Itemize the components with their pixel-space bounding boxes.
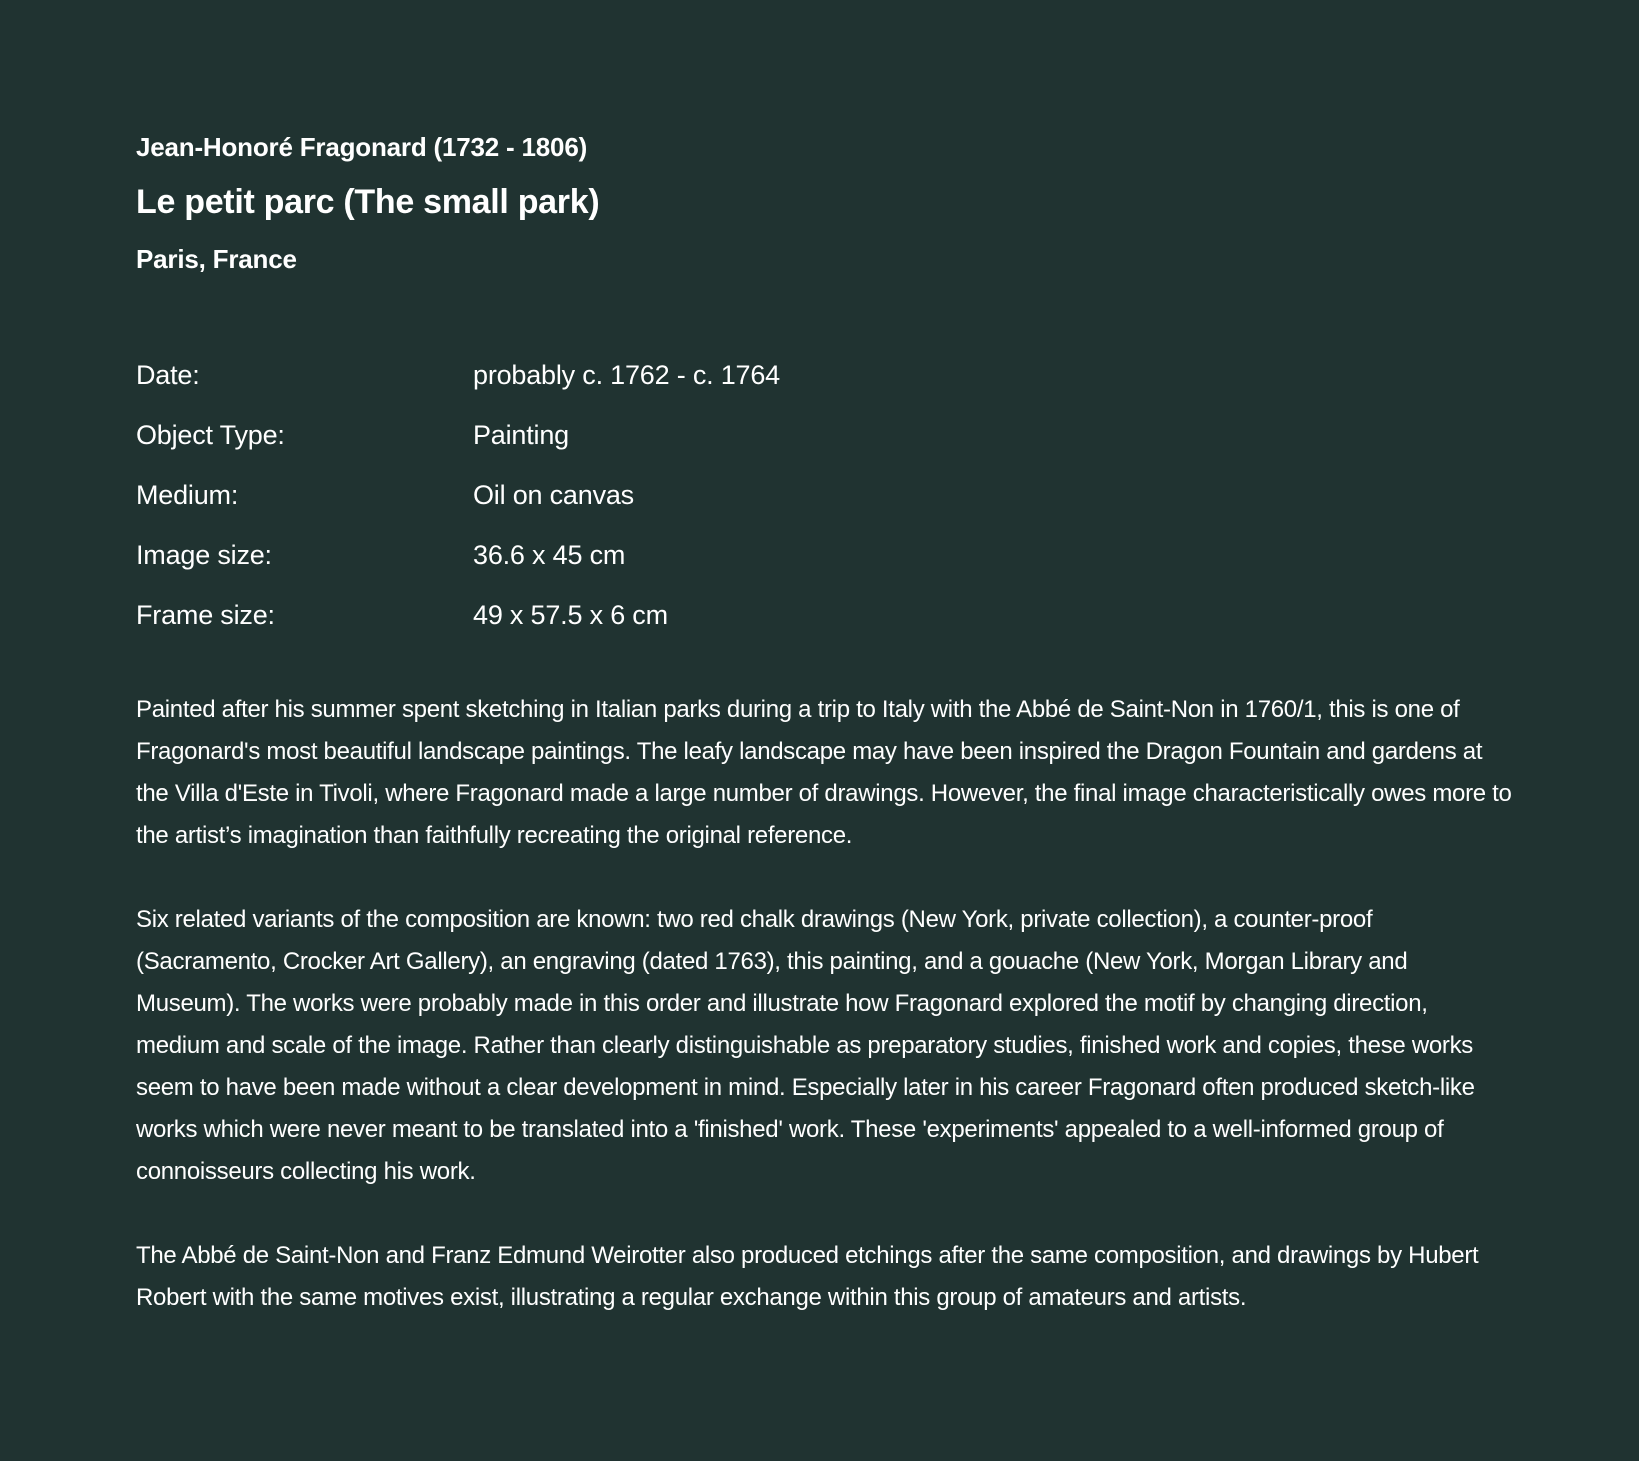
- description-paragraph-2: Six related variants of the composition are known: two red chalk drawings (New York, private collection), a counter-proof (Sacramento, Crocker Art Gallery), an engraving (dated 1763), this painting, and a gouache (New York, Morgan Library and Museum). The works were probably made in this order and illustrate how Fragonard explored the motif by changing direction, medium and scale of the image. Rather than clearly distinguishable as preparatory studies, finished work and copies, these works seem to have been made without a clear development in mind. Especially later in his career Fragonard often produced sketch-like works which were never meant to be translated into a 'finished' work. These 'experiments' appealed to a well-informed group of connoisseurs collecting his work.: [136, 906, 1475, 1185]
- artwork-title: Le petit parc (The small park): [136, 183, 600, 221]
- object-type-label: Object Type:: [136, 420, 285, 450]
- date-value: probably c. 1762 - c. 1764: [473, 360, 781, 390]
- description: [136, 689, 1516, 1319]
- description-paragraph-3: The Abbé de Saint-Non and Franz Edmund Weirotter also produced etchings after the same composition, and drawings by Hubert Robert with the same motives exist, illustrating a regular exchange within this group of amateurs and artists.: [136, 1242, 1479, 1311]
- image-size-label: Image size:: [136, 540, 272, 570]
- frame-size-value: 49 x 57.5 x 6 cm: [473, 600, 668, 630]
- medium-value: Oil on canvas: [473, 480, 634, 510]
- object-type-value: Painting: [473, 420, 569, 450]
- date-label: Date:: [136, 360, 200, 390]
- frame-size-label: Frame size:: [136, 600, 275, 630]
- artist-name: Jean-Honoré Fragonard (1732 - 1806): [136, 132, 588, 162]
- medium-label: Medium:: [136, 480, 239, 510]
- image-size-value: 36.6 x 45 cm: [473, 540, 626, 570]
- description-paragraph-1: Painted after his summer spent sketching in Italian parks during a trip to Italy with the Abbé de Saint-Non in 1760/1, this is one of Fragonard's most beautiful landscape paintings. The leafy landscape may have been inspired the Dragon Fountain and gardens at the Villa d'Este in Tivoli, where Fragonard made a large number of drawings. However, the final image characteristically owes more to the artist’s imagination than faithfully recreating the original reference.: [136, 696, 1512, 849]
- details-table: [136, 358, 1503, 633]
- artwork-location: Paris, France: [136, 244, 297, 274]
